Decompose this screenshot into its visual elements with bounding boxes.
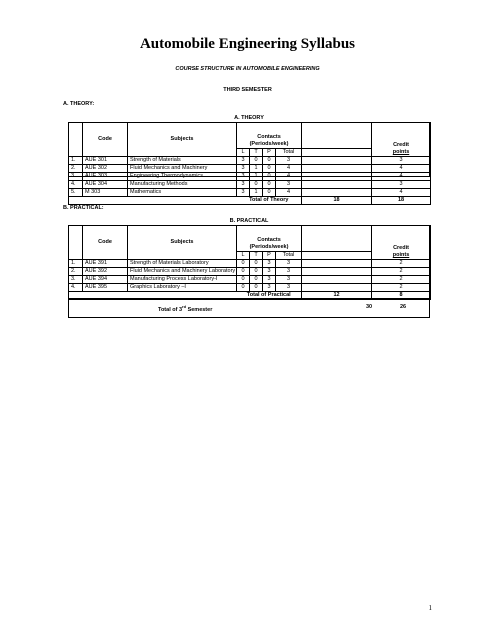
theory-lecture-hours: 3 <box>237 181 250 189</box>
practical-row <box>69 284 431 292</box>
theory-practical-hours: 0 <box>263 181 276 189</box>
practical-tutorial-hours: 0 <box>250 260 263 268</box>
practical-practical-hours: 3 <box>263 260 276 268</box>
theory-spacer-cell <box>302 157 372 165</box>
theory-header-contacts: Contacts (Periods/week) <box>237 123 302 149</box>
theory-row <box>69 165 431 173</box>
theory-spacer-cell <box>302 173 372 181</box>
practical-table <box>68 225 431 300</box>
practical-practical-hours: 3 <box>263 268 276 276</box>
theory-serial-number: 2. <box>69 165 83 173</box>
practical-credit-points: 2 <box>372 276 431 284</box>
theory-total-credit: 18 <box>372 197 431 205</box>
theory-table-frame <box>68 122 430 203</box>
theory-lecture-hours: 3 <box>237 189 250 197</box>
practical-serial-number: 1. <box>69 260 83 268</box>
practical-spacer-cell <box>302 276 372 284</box>
practical-practical-hours: 3 <box>263 284 276 292</box>
practical-serial-number: 3. <box>69 276 83 284</box>
theory-tutorial-hours: 1 <box>250 165 263 173</box>
practical-total-contacts: 3 <box>276 268 302 276</box>
theory-total-blank <box>69 197 237 205</box>
practical-serial-number: 4. <box>69 284 83 292</box>
theory-row <box>69 189 431 197</box>
theory-course-code: AUE 304 <box>83 181 128 189</box>
theory-total-row <box>69 197 431 205</box>
theory-section-label: A. THEORY: <box>63 101 95 107</box>
theory-credit-points: 4 <box>372 189 431 197</box>
theory-subject-name: Strength of Materials <box>128 157 237 165</box>
document-title: Automobile Engineering Syllabus <box>139 36 356 52</box>
theory-row <box>69 157 431 165</box>
theory-total-contacts: 4 <box>276 165 302 173</box>
practical-credit-points: 2 <box>372 284 431 292</box>
theory-table-caption: A. THEORY <box>234 115 264 121</box>
theory-course-code: AUE 302 <box>83 165 128 173</box>
practical-credit-points: 2 <box>372 260 431 268</box>
theory-tutorial-hours: 1 <box>250 189 263 197</box>
practical-serial-number: 2. <box>69 268 83 276</box>
practical-course-code: AUE 394 <box>83 276 128 284</box>
theory-credit-points: 4 <box>372 165 431 173</box>
practical-practical-hours: 3 <box>263 276 276 284</box>
semester-total-credit: 26 <box>400 304 407 310</box>
theory-practical-hours: 0 <box>263 157 276 165</box>
theory-serial-number: 1. <box>69 157 83 165</box>
practical-tutorial-hours: 0 <box>250 284 263 292</box>
practical-course-code: AUE 391 <box>83 260 128 268</box>
theory-practical-hours: 0 <box>263 173 276 181</box>
theory-total-contacts: 3 <box>276 157 302 165</box>
theory-total-contacts: 18 <box>302 197 372 205</box>
practical-header-l: L <box>237 252 250 260</box>
practical-lecture-hours: 0 <box>237 268 250 276</box>
theory-lecture-hours: 3 <box>237 157 250 165</box>
practical-credit-points: 2 <box>372 268 431 276</box>
semester-total-row <box>68 298 430 319</box>
practical-subject-name: Graphics Laboratory –I <box>128 284 237 292</box>
practical-lecture-hours: 0 <box>237 276 250 284</box>
theory-course-code: M 303 <box>83 189 128 197</box>
practical-spacer-cell <box>302 268 372 276</box>
practical-total-contacts: 12 <box>302 292 372 300</box>
theory-serial-number: 5. <box>69 189 83 197</box>
theory-header-code: Code <box>83 123 128 157</box>
theory-table <box>68 122 431 205</box>
practical-subject-name: Manufacturing Process Laboratory-I <box>128 276 237 284</box>
theory-header-l: L <box>237 149 250 157</box>
practical-lecture-hours: 0 <box>237 260 250 268</box>
practical-header-code: Code <box>83 226 128 260</box>
theory-subject-name: Mathematics <box>128 189 237 197</box>
practical-header-total: Total <box>276 252 302 260</box>
practical-row <box>69 260 431 268</box>
practical-header-p: P <box>263 252 276 260</box>
practical-tutorial-hours: 0 <box>250 276 263 284</box>
theory-total-label: Total of Theory <box>237 197 302 205</box>
theory-practical-hours: 0 <box>263 189 276 197</box>
practical-header-credit: Credit points <box>372 226 431 260</box>
theory-subject-name: Engineering Thermodynamics <box>128 173 237 181</box>
theory-credit-points: 3 <box>372 181 431 189</box>
theory-spacer-cell <box>302 189 372 197</box>
theory-total-contacts: 4 <box>276 173 302 181</box>
practical-spacer-cell <box>302 284 372 292</box>
practical-spacer-cell <box>302 260 372 268</box>
practical-header-subjects: Subjects <box>128 226 237 260</box>
theory-course-code: AUE 303 <box>83 173 128 181</box>
practical-header-t: T <box>250 252 263 260</box>
practical-row <box>69 268 431 276</box>
theory-credit-points: 3 <box>372 157 431 165</box>
semester-total-label: Total of 3rd Semester <box>158 304 213 313</box>
theory-tutorial-hours: 1 <box>250 173 263 181</box>
theory-practical-hours: 0 <box>263 165 276 173</box>
theory-serial-number: 3. <box>69 173 83 181</box>
theory-spacer-cell <box>302 181 372 189</box>
practical-course-code: AUE 395 <box>83 284 128 292</box>
practical-subject-name: Fluid Mechanics and Machinery Laboratory <box>128 268 237 276</box>
theory-serial-number: 4. <box>69 181 83 189</box>
theory-header-p: P <box>263 149 276 157</box>
theory-total-contacts: 4 <box>276 189 302 197</box>
course-structure-heading: COURSE STRUCTURE IN AUTOMOBILE ENGINEERING <box>175 66 320 72</box>
theory-header-t: T <box>250 149 263 157</box>
practical-header-contacts: Contacts (Periods/week) <box>237 226 302 252</box>
practical-section-label: B. PRACTICAL: <box>63 205 104 211</box>
practical-table-caption: B. PRACTICAL <box>229 218 269 224</box>
practical-total-contacts: 3 <box>276 260 302 268</box>
theory-header-credit: Credit points <box>372 123 431 157</box>
theory-header-total: Total <box>276 149 302 157</box>
theory-subject-name: Fluid Mechanics and Machinery <box>128 165 237 173</box>
practical-total-contacts: 3 <box>276 284 302 292</box>
theory-credit-points: 4 <box>372 173 431 181</box>
practical-total-credit: 8 <box>372 292 431 300</box>
theory-spacer-cell <box>302 165 372 173</box>
practical-total-contacts: 3 <box>276 276 302 284</box>
page-number: 1 <box>428 604 432 612</box>
practical-table-frame <box>68 225 430 318</box>
practical-lecture-hours: 0 <box>237 284 250 292</box>
semester-heading: THIRD SEMESTER <box>223 87 272 93</box>
theory-tutorial-hours: 0 <box>250 181 263 189</box>
theory-course-code: AUE 301 <box>83 157 128 165</box>
semester-total-contacts: 30 <box>366 304 373 310</box>
theory-header-subjects: Subjects <box>128 123 237 157</box>
theory-row <box>69 181 431 189</box>
theory-subject-name: Manufacturing Methods <box>128 181 237 189</box>
practical-tutorial-hours: 0 <box>250 268 263 276</box>
theory-lecture-hours: 3 <box>237 165 250 173</box>
theory-row <box>69 173 431 181</box>
theory-lecture-hours: 3 <box>237 173 250 181</box>
practical-total-label: Total of Practical <box>237 292 302 300</box>
theory-total-contacts: 3 <box>276 181 302 189</box>
practical-course-code: AUE 392 <box>83 268 128 276</box>
practical-subject-name: Strength of Materials Laboratory <box>128 260 237 268</box>
theory-tutorial-hours: 0 <box>250 157 263 165</box>
practical-row <box>69 276 431 284</box>
